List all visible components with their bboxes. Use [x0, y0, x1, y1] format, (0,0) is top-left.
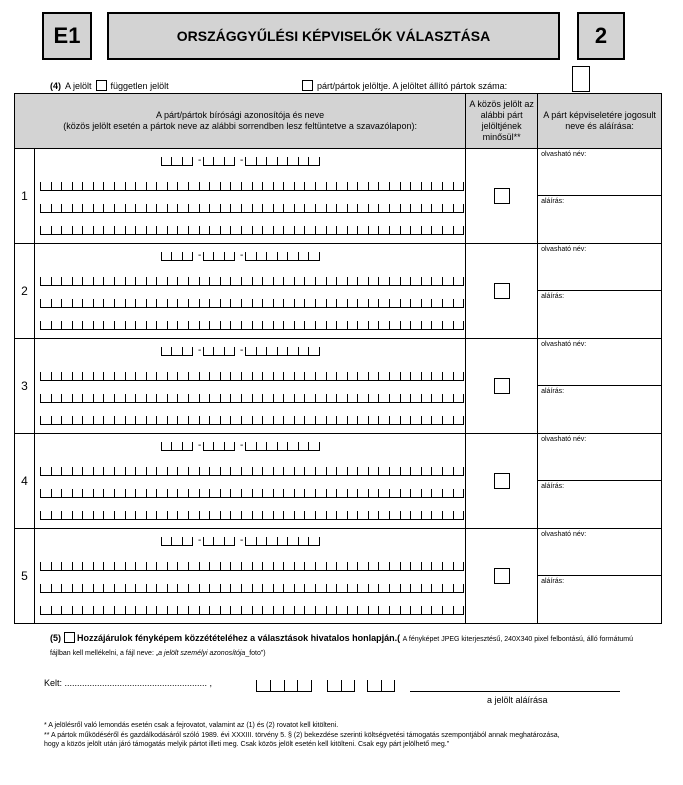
readable-name-label: olvasható név: — [541, 531, 587, 538]
kelt-label: Kelt: ......................................................... , — [44, 678, 213, 688]
signature-label: aláírás: — [541, 578, 565, 585]
party-name-line-2[interactable] — [40, 204, 464, 213]
party-name-line-2[interactable] — [40, 394, 464, 403]
party-candidate-label: párt/pártok jelöltje. A jelöltet állító pártok száma: — [317, 80, 508, 91]
row-number: 3 — [15, 339, 35, 434]
footnote-3: hogy a közös jelölt után járó támogatás melyik pártot illeti meg. Csak közös jelölt esetén kell kitölteni. Csak egy párt jelölhető meg.” — [44, 741, 450, 748]
coop-checkbox[interactable] — [494, 283, 510, 299]
coop-checkbox[interactable] — [494, 188, 510, 204]
signature-line[interactable] — [410, 691, 620, 692]
section-5-number: (5) — [50, 633, 61, 643]
section-4-number: (4) — [50, 80, 61, 91]
readable-name-field[interactable] — [538, 149, 661, 196]
row-number: 5 — [15, 529, 35, 624]
coop-cell — [466, 149, 538, 244]
dash: - — [197, 535, 202, 546]
party-name-line-3[interactable] — [40, 511, 464, 520]
col-party-line2: (közös jelölt esetén a pártok neve az alábbi sorrendben lesz feltüntetve a szavazólapon): — [63, 121, 417, 131]
party-name-line-3[interactable] — [40, 226, 464, 235]
court-id-part-2[interactable] — [203, 157, 235, 166]
section-5 — [50, 632, 650, 660]
coop-cell — [466, 529, 538, 624]
date-year-field[interactable] — [256, 680, 312, 692]
dash: - — [239, 155, 244, 166]
col-sign-header: A párt képviseletére jogosult neve és aláírása: — [538, 94, 662, 149]
footnote-2: ** A pártok működéséről és gazdálkodásáról szóló 1989. évi XXXIII. törvény 5. § (2) bekezdése szerinti költségvetési támogatás szempontjából annak meghatározása, — [44, 732, 560, 739]
date-month-field[interactable] — [327, 680, 355, 692]
party-fields — [34, 244, 465, 339]
party-fields — [34, 529, 465, 624]
section-4-prefix: A jelölt — [65, 80, 92, 91]
court-id-part-3[interactable] — [245, 537, 320, 546]
court-id-part-3[interactable] — [245, 347, 320, 356]
sign-cell — [538, 529, 662, 624]
party-table — [14, 93, 662, 624]
signature-field[interactable] — [538, 291, 661, 338]
sign-cell — [538, 339, 662, 434]
readable-name-field[interactable] — [538, 529, 661, 576]
party-option — [302, 80, 507, 91]
page-number: 2 — [577, 12, 625, 60]
party-row — [15, 339, 662, 434]
dash: - — [197, 155, 202, 166]
dash: - — [239, 440, 244, 451]
readable-name-label: olvasható név: — [541, 341, 587, 348]
signature-field[interactable] — [538, 196, 661, 243]
photo-consent-label: Hozzájárulok fényképem közzétételéhez a választások hivatalos honlapján. — [77, 633, 398, 643]
dash: - — [239, 250, 244, 261]
coop-cell — [466, 244, 538, 339]
party-candidate-checkbox[interactable] — [302, 80, 313, 91]
footnote-1: * A jelölésről való lemondás esetén csak a fejrovatot, valamint az (1) és (2) rovatot kell kitölteni. — [44, 722, 339, 729]
row-number: 2 — [15, 244, 35, 339]
coop-checkbox[interactable] — [494, 378, 510, 394]
readable-name-field[interactable] — [538, 339, 661, 386]
readable-name-label: olvasható név: — [541, 436, 587, 443]
signature-field[interactable] — [538, 576, 661, 623]
party-fields — [34, 149, 465, 244]
signature-field[interactable] — [538, 481, 661, 528]
sign-cell — [538, 149, 662, 244]
court-id-part-3[interactable] — [245, 252, 320, 261]
court-id-part-2[interactable] — [203, 252, 235, 261]
court-id-part-3[interactable] — [245, 442, 320, 451]
party-name-line-3[interactable] — [40, 416, 464, 425]
signature-label: aláírás: — [541, 198, 565, 205]
readable-name-label: olvasható név: — [541, 246, 587, 253]
signature-label: aláírás: — [541, 388, 565, 395]
col-party-line1: A párt/pártok bírósági azonosítója és neve — [156, 110, 325, 120]
party-row — [15, 529, 662, 624]
coop-cell — [466, 434, 538, 529]
party-fields — [34, 434, 465, 529]
party-name-line-1[interactable] — [40, 372, 464, 381]
readable-name-field[interactable] — [538, 244, 661, 291]
photo-note-end: _foto”) — [245, 650, 266, 657]
dash: - — [239, 535, 244, 546]
party-name-line-1[interactable] — [40, 562, 464, 571]
party-row — [15, 149, 662, 244]
signature-caption: a jelölt aláírása — [487, 695, 548, 705]
sign-cell — [538, 434, 662, 529]
signature-label: aláírás: — [541, 483, 565, 490]
party-fields — [34, 339, 465, 434]
signature-field[interactable] — [538, 386, 661, 433]
dash: - — [197, 345, 202, 356]
page-title: ORSZÁGGYŰLÉSI KÉPVISELŐK VÁLASZTÁSA — [107, 12, 560, 60]
photo-note-text: A fényképet JPEG kiterjesztésű, 240X340 pixel felbontású, álló formátumú fájlban kell mellékelni, a fájl neve: „ — [50, 636, 634, 657]
party-name-line-1[interactable] — [40, 277, 464, 286]
dash: - — [197, 440, 202, 451]
court-id-part-1[interactable] — [161, 537, 193, 546]
row-number: 1 — [15, 149, 35, 244]
section-4 — [50, 80, 169, 91]
dash: - — [197, 250, 202, 261]
party-count-box[interactable] — [572, 66, 590, 92]
coop-checkbox[interactable] — [494, 473, 510, 489]
row-number: 4 — [15, 434, 35, 529]
party-name-line-2[interactable] — [40, 584, 464, 593]
party-row — [15, 244, 662, 339]
dash: - — [239, 345, 244, 356]
photo-note-paren: ( — [397, 633, 401, 643]
signature-label: aláírás: — [541, 293, 565, 300]
court-id-part-1[interactable] — [161, 442, 193, 451]
photo-consent-checkbox[interactable] — [64, 632, 75, 643]
sign-cell — [538, 244, 662, 339]
party-name-line-3[interactable] — [40, 606, 464, 615]
party-name-line-1[interactable] — [40, 467, 464, 476]
photo-note-italic: a jelölt személyi azonosítója — [158, 650, 246, 657]
independent-label: független jelölt — [110, 80, 169, 91]
court-id-part-1[interactable] — [161, 252, 193, 261]
court-id-part-1[interactable] — [161, 347, 193, 356]
court-id-part-1[interactable] — [161, 157, 193, 166]
coop-cell — [466, 339, 538, 434]
court-id-part-2[interactable] — [203, 537, 235, 546]
party-row — [15, 434, 662, 529]
party-name-line-3[interactable] — [40, 321, 464, 330]
court-id-part-2[interactable] — [203, 442, 235, 451]
independent-checkbox[interactable] — [96, 80, 107, 91]
coop-checkbox[interactable] — [494, 568, 510, 584]
readable-name-label: olvasható név: — [541, 151, 587, 158]
col-coop-header: A közös jelölt az alábbi párt jelöltjének minősül** — [466, 94, 538, 149]
court-id-part-2[interactable] — [203, 347, 235, 356]
party-name-line-1[interactable] — [40, 182, 464, 191]
readable-name-field[interactable] — [538, 434, 661, 481]
party-name-line-2[interactable] — [40, 299, 464, 308]
form-code: E1 — [42, 12, 92, 60]
col-party-header — [15, 94, 466, 149]
party-name-line-2[interactable] — [40, 489, 464, 498]
date-day-field[interactable] — [367, 680, 395, 692]
court-id-part-3[interactable] — [245, 157, 320, 166]
